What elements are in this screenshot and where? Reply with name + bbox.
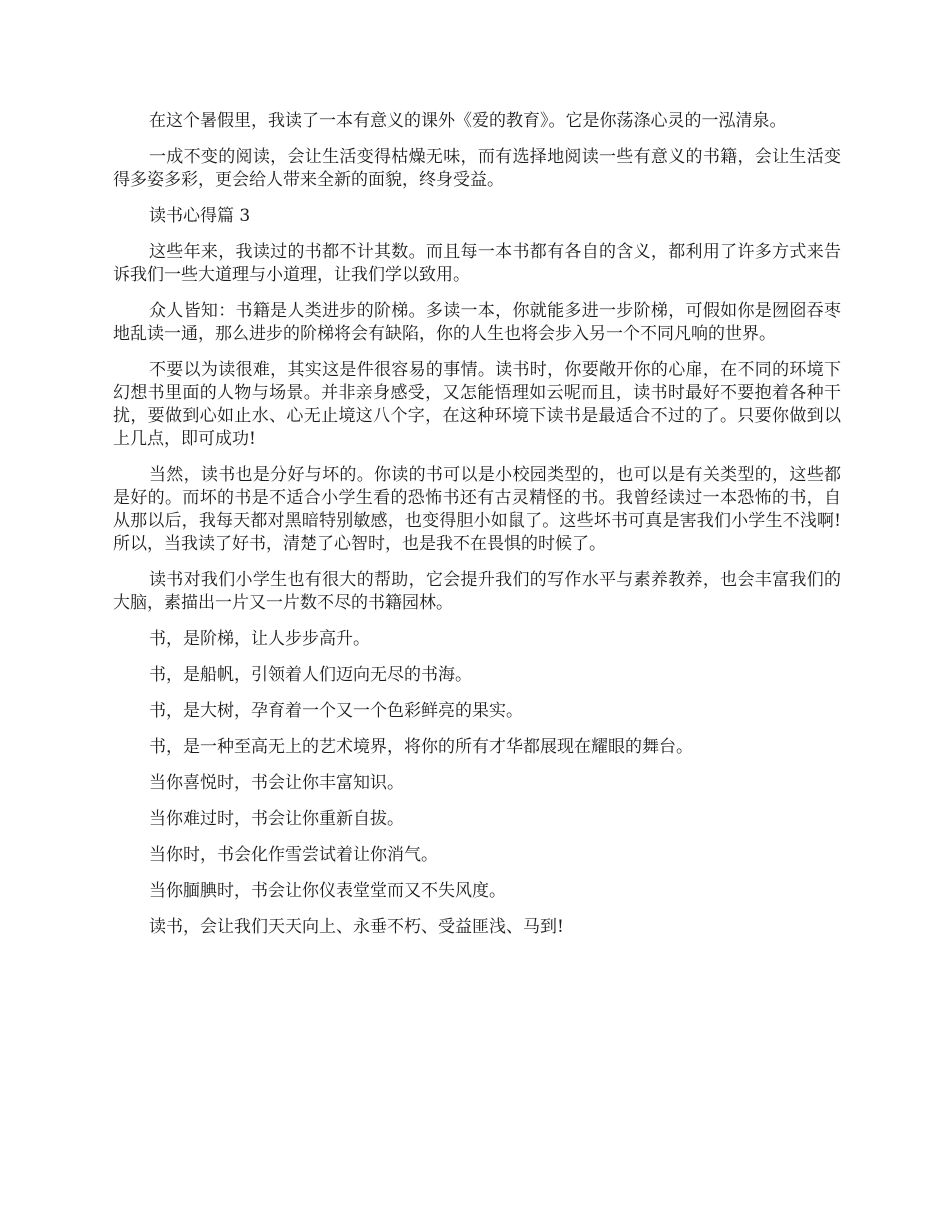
paragraph: 不要以为读很难，其实这是件很容易的事情。读书时，你要敞开你的心扉，在不同的环境下幻想书里面的人物与场景。并非亲身感受，又怎能悟理如云呢而且，读书时最好不要抱着各种干扰，要做到心如止水、心无止境这八个字，在这种环境下读书是最适合不过的了。只要你做到以上几点，即可成功!	[113, 360, 841, 449]
paragraph: 当你时，书会化作雪尝试着让你消气。	[149, 845, 438, 865]
paragraph: 一成不变的阅读，会让生活变得枯燥无味，而有选择地阅读一些有意义的书籍，会让生活变得多姿多彩，更会给人带来全新的面貌，终身受益。	[113, 147, 841, 190]
paragraph: 当你喜悦时，书会让你丰富知识。	[149, 773, 404, 793]
paragraph: 这些年来，我读过的书都不计其数。而且每一本书都有各自的含义，都利用了许多方式来告诉我们一些大道理与小道理，让我们学以致用。	[113, 242, 841, 285]
paragraph: 读书对我们小学生也有很大的帮助，它会提升我们的写作水平与素养教养，也会丰富我们的大脑，素描出一片又一片数不尽的书籍园林。	[113, 570, 841, 613]
paragraph: 当你难过时，书会让你重新自拔。	[149, 809, 404, 829]
paragraph: 当你腼腆时，书会让你仪表堂堂而又不失风度。	[149, 881, 506, 901]
document-body	[113, 110, 841, 952]
paragraph: 书，是船帆，引领着人们迈向无尽的书海。	[149, 665, 472, 685]
paragraph: 书，是一种至高无上的艺术境界，将你的所有才华都展现在耀眼的舞台。	[149, 737, 693, 757]
paragraph: 在这个暑假里，我读了一本有意义的课外《爱的教育》。它是你荡涤心灵的一泓清泉。	[149, 111, 787, 131]
paragraph: 书，是大树，孕育着一个又一个色彩鲜亮的果实。	[149, 701, 523, 721]
paragraph: 当然，读书也是分好与坏的。你读的书可以是小校园类型的，也可以是有关类型的，这些都是好的。而坏的书是不适合小学生看的恐怖书还有古灵精怪的书。我曾经读过一本恐怖的书，自从那以后，我每天都对黑暗特别敏感，也变得胆小如鼠了。这些坏书可真是害我们小学生不浅啊!所以，当我读了好书，清楚了心智时，也是我不在畏惧的时候了。	[113, 465, 841, 554]
section-heading: 读书心得篇 3	[149, 206, 251, 226]
paragraph: 读书，会让我们天天向上、永垂不朽、受益匪浅、马到!	[149, 917, 564, 937]
paragraph: 书，是阶梯，让人步步高升。	[149, 629, 370, 649]
paragraph: 众人皆知：书籍是人类进步的阶梯。多读一本，你就能多进一步阶梯，可假如你是囫囵吞枣地乱读一通，那么进步的阶梯将会有缺陷，你的人生也将会步入另一个不同凡响的世界。	[113, 301, 841, 344]
